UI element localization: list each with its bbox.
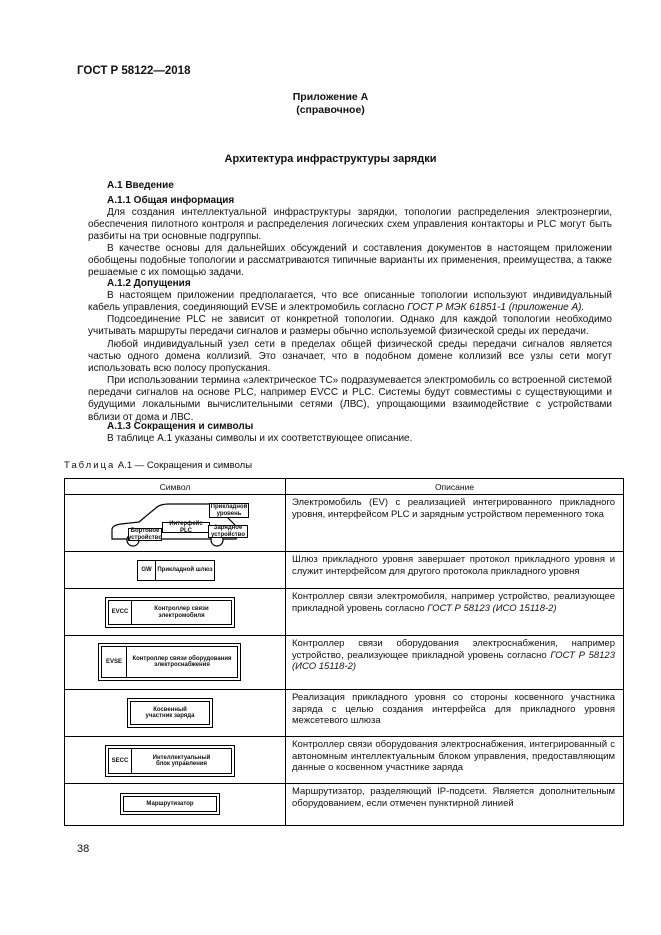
row-description: Электромобиль (EV) с реализацией интегрированного прикладного уровня, интерфейсом PLC и зарядным устройством переменного тока	[286, 495, 624, 552]
gateway-name-box: Прикладной шлюз	[155, 560, 215, 581]
table-row	[65, 495, 624, 552]
section-heading: А.1.2 Допущения	[107, 278, 191, 289]
table-caption: Таблица А.1 — Сокращения и символы	[64, 460, 253, 471]
ev-charger-box: Зарядное устройство	[208, 525, 248, 538]
secc-name-box: Интеллектуальный блок управления	[131, 748, 232, 774]
paragraph: В настоящем приложении предполагается, что все описанные топологии используют индивидуальный кабель управления, соединяющий EVSE и электромобиль согласно ГОСТ Р МЭК 61851-1 (приложение А).	[88, 290, 612, 314]
column-header-description: Описание	[286, 479, 624, 495]
table-row	[65, 552, 624, 589]
evcc-abbr-box: EVCC	[108, 600, 132, 625]
row-description: Шлюз прикладного уровня завершает протокол прикладного уровня и служит интерфейсом для другого протокола прикладного уровня	[286, 552, 624, 589]
evse-abbr-box: EVSE	[101, 646, 127, 678]
row-description: Контроллер связи электромобиля, например устройство, реализующее прикладной уровень согласно ГОСТ Р 58123 (ИСО 15118-2)	[286, 589, 624, 636]
paragraph: В таблице А.1 указаны символы и их соответствующее описание.	[107, 433, 413, 444]
secc-abbr-box: SECC	[108, 748, 132, 774]
indirect-participant-symbol	[65, 690, 286, 737]
row-description: Контроллер связи оборудования электроснабжения, интегрированный с автономным интеллектуальным блоком управления, предоставляющим данные о косвенном участнике заряда	[286, 737, 624, 784]
standard-header: ГОСТ Р 58122—2018	[77, 65, 191, 77]
symbols-table	[64, 478, 624, 826]
ev-plc-interface-box: Интерфейс PLC	[162, 522, 210, 533]
gateway-abbr-box: GW	[137, 560, 156, 581]
router-name-box: Маршрутизатор	[123, 796, 217, 812]
page-title: Архитектура инфраструктуры зарядки	[224, 153, 437, 165]
paragraph: В качестве основы для дальнейших обсуждений и составления документов в настоящем приложении обобщены подобные топологии и рассматриваются типичные варианты их применения, преимущества, а также решаемые с их помощью задачи.	[88, 243, 612, 279]
evse-name-box: Контроллер связи оборудования электроснабжения	[126, 646, 238, 678]
ev-symbol	[65, 495, 286, 552]
table-row	[65, 636, 624, 690]
page-number: 38	[77, 843, 90, 855]
appendix-note: (справочное)	[296, 104, 365, 116]
evse-symbol	[65, 636, 286, 690]
secc-symbol	[65, 737, 286, 784]
table-row	[65, 690, 624, 737]
ev-application-layer-box: Прикладной уровень	[210, 504, 248, 517]
section-heading: А.1.1 Общая информация	[107, 195, 235, 206]
paragraph: При использовании термина «электрическое ТС» подразумевается электромобиль со встроенной системой передачи сигналов на основе PLC, например EVCC и PLC. Системы будут совместимы с существующими и будущими локальными вычислительными сетями (ЛВС), упрощающими взаимодействие с устройствами вблизи от дома и ЛВС.	[88, 375, 612, 423]
row-description: Реализация прикладного уровня со стороны косвенного участника заряда с целью создания интерфейса для прикладного уровня межсетевого шлюза	[286, 690, 624, 737]
evcc-symbol	[65, 589, 286, 636]
table-row	[65, 784, 624, 826]
section-heading: А.1.3 Сокращения и символы	[107, 421, 254, 432]
row-description: Контроллер связи оборудования электроснабжения, например устройство, реализующее прикладной уровень согласно ГОСТ Р 58123 (ИСО 15118-2)	[286, 636, 624, 690]
section-heading: А.1 Введение	[107, 180, 174, 191]
table-row	[65, 737, 624, 784]
paragraph: Любой индивидуальный узел сети в пределах общей физической среды передачи сигналов является частью одного домена коллизий. Это означает, что в подобном домене коллизий все узлы сети могут использовать всю полосу пропускания.	[88, 339, 612, 375]
indirect-name-box: Косвенный участник заряда	[130, 701, 210, 725]
appendix-label: Приложение А	[292, 91, 369, 103]
evcc-name-box: Контроллер связи электромобиля	[131, 600, 232, 625]
column-header-symbol: Символ	[65, 479, 286, 495]
router-symbol	[65, 784, 286, 826]
ev-onboard-unit-box: Бортовое устройство	[127, 528, 163, 541]
paragraph: Для создания интеллектуальной инфраструктуры зарядки, топологии распределения электроэнергии, обеспечения пилотного контроля и распределения логических схем управления контакторы и PLC могут быть разбиты на три основные подгруппы.	[88, 207, 612, 243]
paragraph: Подсоединение PLC не зависит от конкретной топологии. Однако для каждой топологии необходимо учитывать маршруты передачи сигналов и размеры обычно используемой физической среды их передачи.	[88, 314, 612, 338]
table-row	[65, 589, 624, 636]
gateway-symbol	[65, 552, 286, 589]
row-description: Маршрутизатор, разделяющий IP-подсети. Является дополнительным оборудованием, если отмечен пунктирной линией	[286, 784, 624, 826]
